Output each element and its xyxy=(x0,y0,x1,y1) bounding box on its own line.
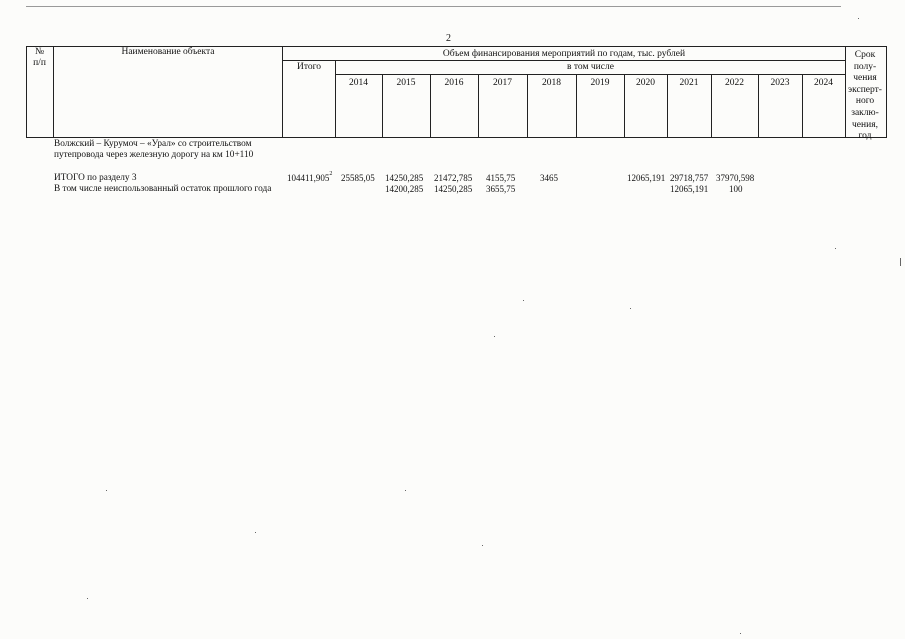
scan-speck xyxy=(858,18,859,19)
year-header-2023: 2023 xyxy=(770,78,790,88)
year-header-2015: 2015 xyxy=(396,78,416,88)
header-deadline: Срок полу- чения эксперт- ного заклю- чения, год xyxy=(848,50,882,142)
year-header-2022: 2022 xyxy=(725,78,744,88)
scan-speck xyxy=(255,532,256,533)
value-cell-row0-2015: 14250,285 xyxy=(385,173,424,183)
year-header-2017: 2017 xyxy=(493,78,512,88)
year-header-2016: 2016 xyxy=(444,78,464,88)
scan-speck xyxy=(740,633,741,634)
header-including: в том числе xyxy=(567,62,614,72)
scan-speck xyxy=(87,598,88,599)
year-header-2014: 2014 xyxy=(349,78,368,88)
value-cell-row0-2022: 37970,598 xyxy=(716,173,755,183)
value-cell-row1-2022: 100 xyxy=(729,184,743,194)
value-cell-row1-2021: 12065,191 xyxy=(670,184,709,194)
continuation-line-1: Волжский – Курумоч – «Урал» со строительством xyxy=(54,139,252,149)
value-cell-row0-2014: 25585,05 xyxy=(341,173,375,183)
scan-speck xyxy=(835,248,836,249)
year-header-2021: 2021 xyxy=(679,78,699,88)
value-cell-row0-2021: 29718,757 xyxy=(670,173,709,183)
scan-speck xyxy=(523,300,524,301)
value-cell-row0-2016: 21472,785 xyxy=(434,173,473,183)
value-cell-row0-2020: 12065,191 xyxy=(627,173,666,183)
footnote-mark: 2 xyxy=(329,171,333,177)
year-header-2019: 2019 xyxy=(590,78,610,88)
row-total-section-total: 104411,905$^2$ xyxy=(287,171,333,183)
value-cell-row1-2016: 14250,285 xyxy=(434,184,473,194)
header-total: Итого xyxy=(296,62,322,72)
scan-speck xyxy=(630,308,631,309)
scan-speck xyxy=(900,258,901,266)
continuation-line-2: путепровода через железную дорогу на км 10+110 xyxy=(54,150,254,160)
scan-speck xyxy=(405,490,406,491)
header-funding: Объем финансирования мероприятий по годам, тыс. рублей xyxy=(442,49,686,59)
value-cell-row1-2015: 14200,285 xyxy=(385,184,424,194)
scan-speck xyxy=(494,336,495,337)
value-cell-row0-2018: 3465 xyxy=(540,173,558,183)
page-number: 2 xyxy=(446,33,451,44)
year-header-2020: 2020 xyxy=(636,78,655,88)
row-label-total-section: ИТОГО по разделу 3 xyxy=(54,173,137,183)
row-label-unused-remainder: В том числе неиспользованный остаток прошлого года xyxy=(54,184,272,194)
header-object-name: Наименование объекта xyxy=(121,47,215,57)
year-header-2018: 2018 xyxy=(542,78,561,88)
year-header-2024: 2024 xyxy=(814,78,833,88)
scan-speck xyxy=(106,490,107,491)
header-number: № п/п xyxy=(33,47,46,68)
scan-speck xyxy=(482,545,483,546)
value-cell-row1-2017: 3655,75 xyxy=(486,184,516,194)
value-cell-row0-2017: 4155,75 xyxy=(486,173,516,183)
